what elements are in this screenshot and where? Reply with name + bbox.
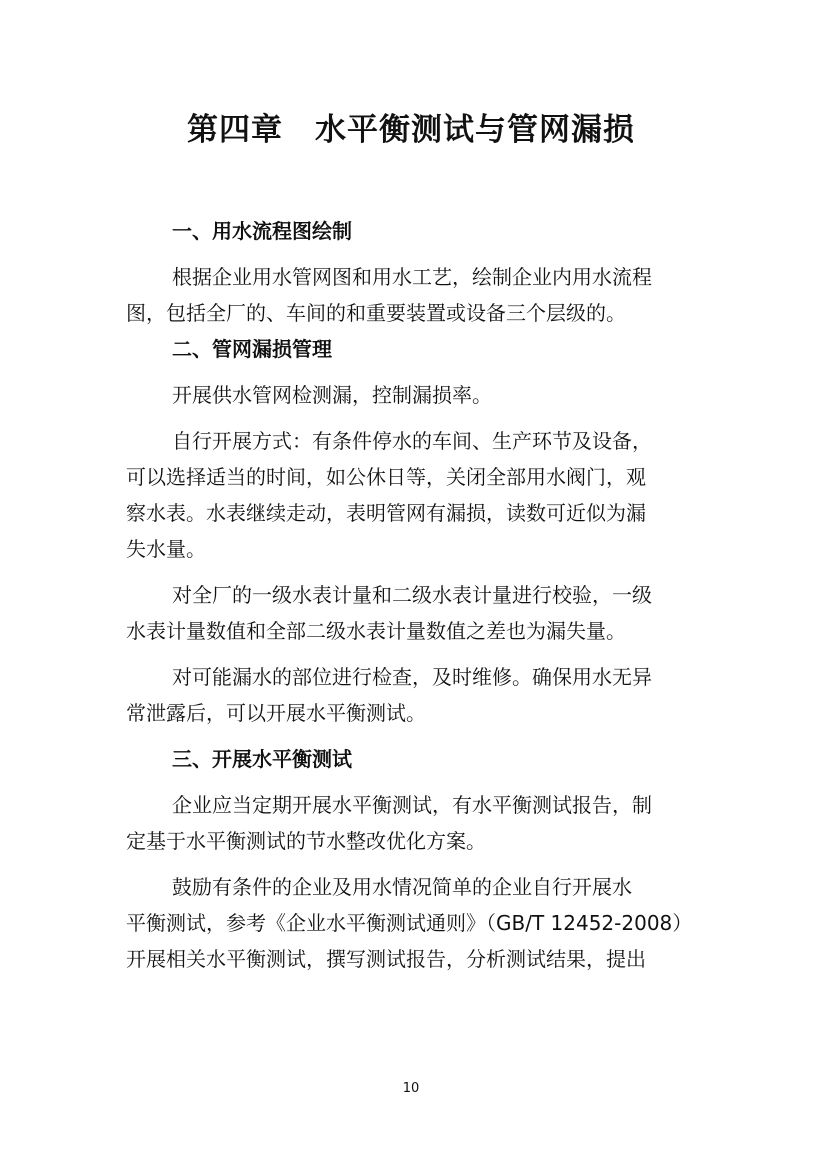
paragraph-line: 自行开展方式：有条件停水的车间、生产环节及设备， [172,429,652,453]
paragraph-line: 开展供水管网检测漏，控制漏损率。 [172,383,492,407]
section-heading-water-balance-test: 三、开展水平衡测试 [172,747,352,771]
paragraph-line: 可以选择适当的时间，如公休日等，关闭全部用水阀门，观 [126,465,646,489]
paragraph-line: 察水表。水表继续走动，表明管网有漏损，读数可近似为漏 [126,501,646,525]
paragraph-line: 根据企业用水管网图和用水工艺，绘制企业内用水流程 [172,265,652,289]
paragraph-line: 开展相关水平衡测试，撰写测试报告，分析测试结果，提出 [126,947,646,971]
paragraph-leak-detection [126,377,700,413]
paragraph-flow-chart [126,259,700,331]
paragraph-line: 平衡测试，参考《企业水平衡测试通则》（GB/T 12452-2008） [126,911,693,935]
document-body [126,213,700,977]
paragraph-self-check-method [126,423,700,567]
paragraph-line: 水表计量数值和全部二级水表计量数值之差也为漏失量。 [126,619,626,643]
page-number: 10 [402,1081,420,1096]
paragraph-line: 常泄露后，可以开展水平衡测试。 [126,701,426,725]
paragraph-periodic-testing [126,787,700,859]
paragraph-self-testing-encouraged [126,869,700,977]
section-heading-pipe-leakage: 二、管网漏损管理 [172,337,332,361]
paragraph-meter-verification [126,577,700,649]
paragraph-leak-repair [126,659,700,731]
paragraph-line: 图，包括全厂的、车间的和重要装置或设备三个层级的。 [126,301,626,325]
page-title: 第四章 水平衡测试与管网漏损 [187,112,635,148]
paragraph-line: 企业应当定期开展水平衡测试，有水平衡测试报告，制 [172,793,652,817]
paragraph-line: 定基于水平衡测试的节水整改优化方案。 [126,829,486,853]
paragraph-line: 对可能漏水的部位进行检查，及时维修。确保用水无异 [172,665,652,689]
paragraph-line: 鼓励有条件的企业及用水情况简单的企业自行开展水 [172,875,632,899]
paragraph-line: 对全厂的一级水表计量和二级水表计量进行校验，一级 [172,583,652,607]
section-heading-water-flow-chart: 一、用水流程图绘制 [172,219,352,243]
paragraph-line: 失水量。 [126,537,206,561]
